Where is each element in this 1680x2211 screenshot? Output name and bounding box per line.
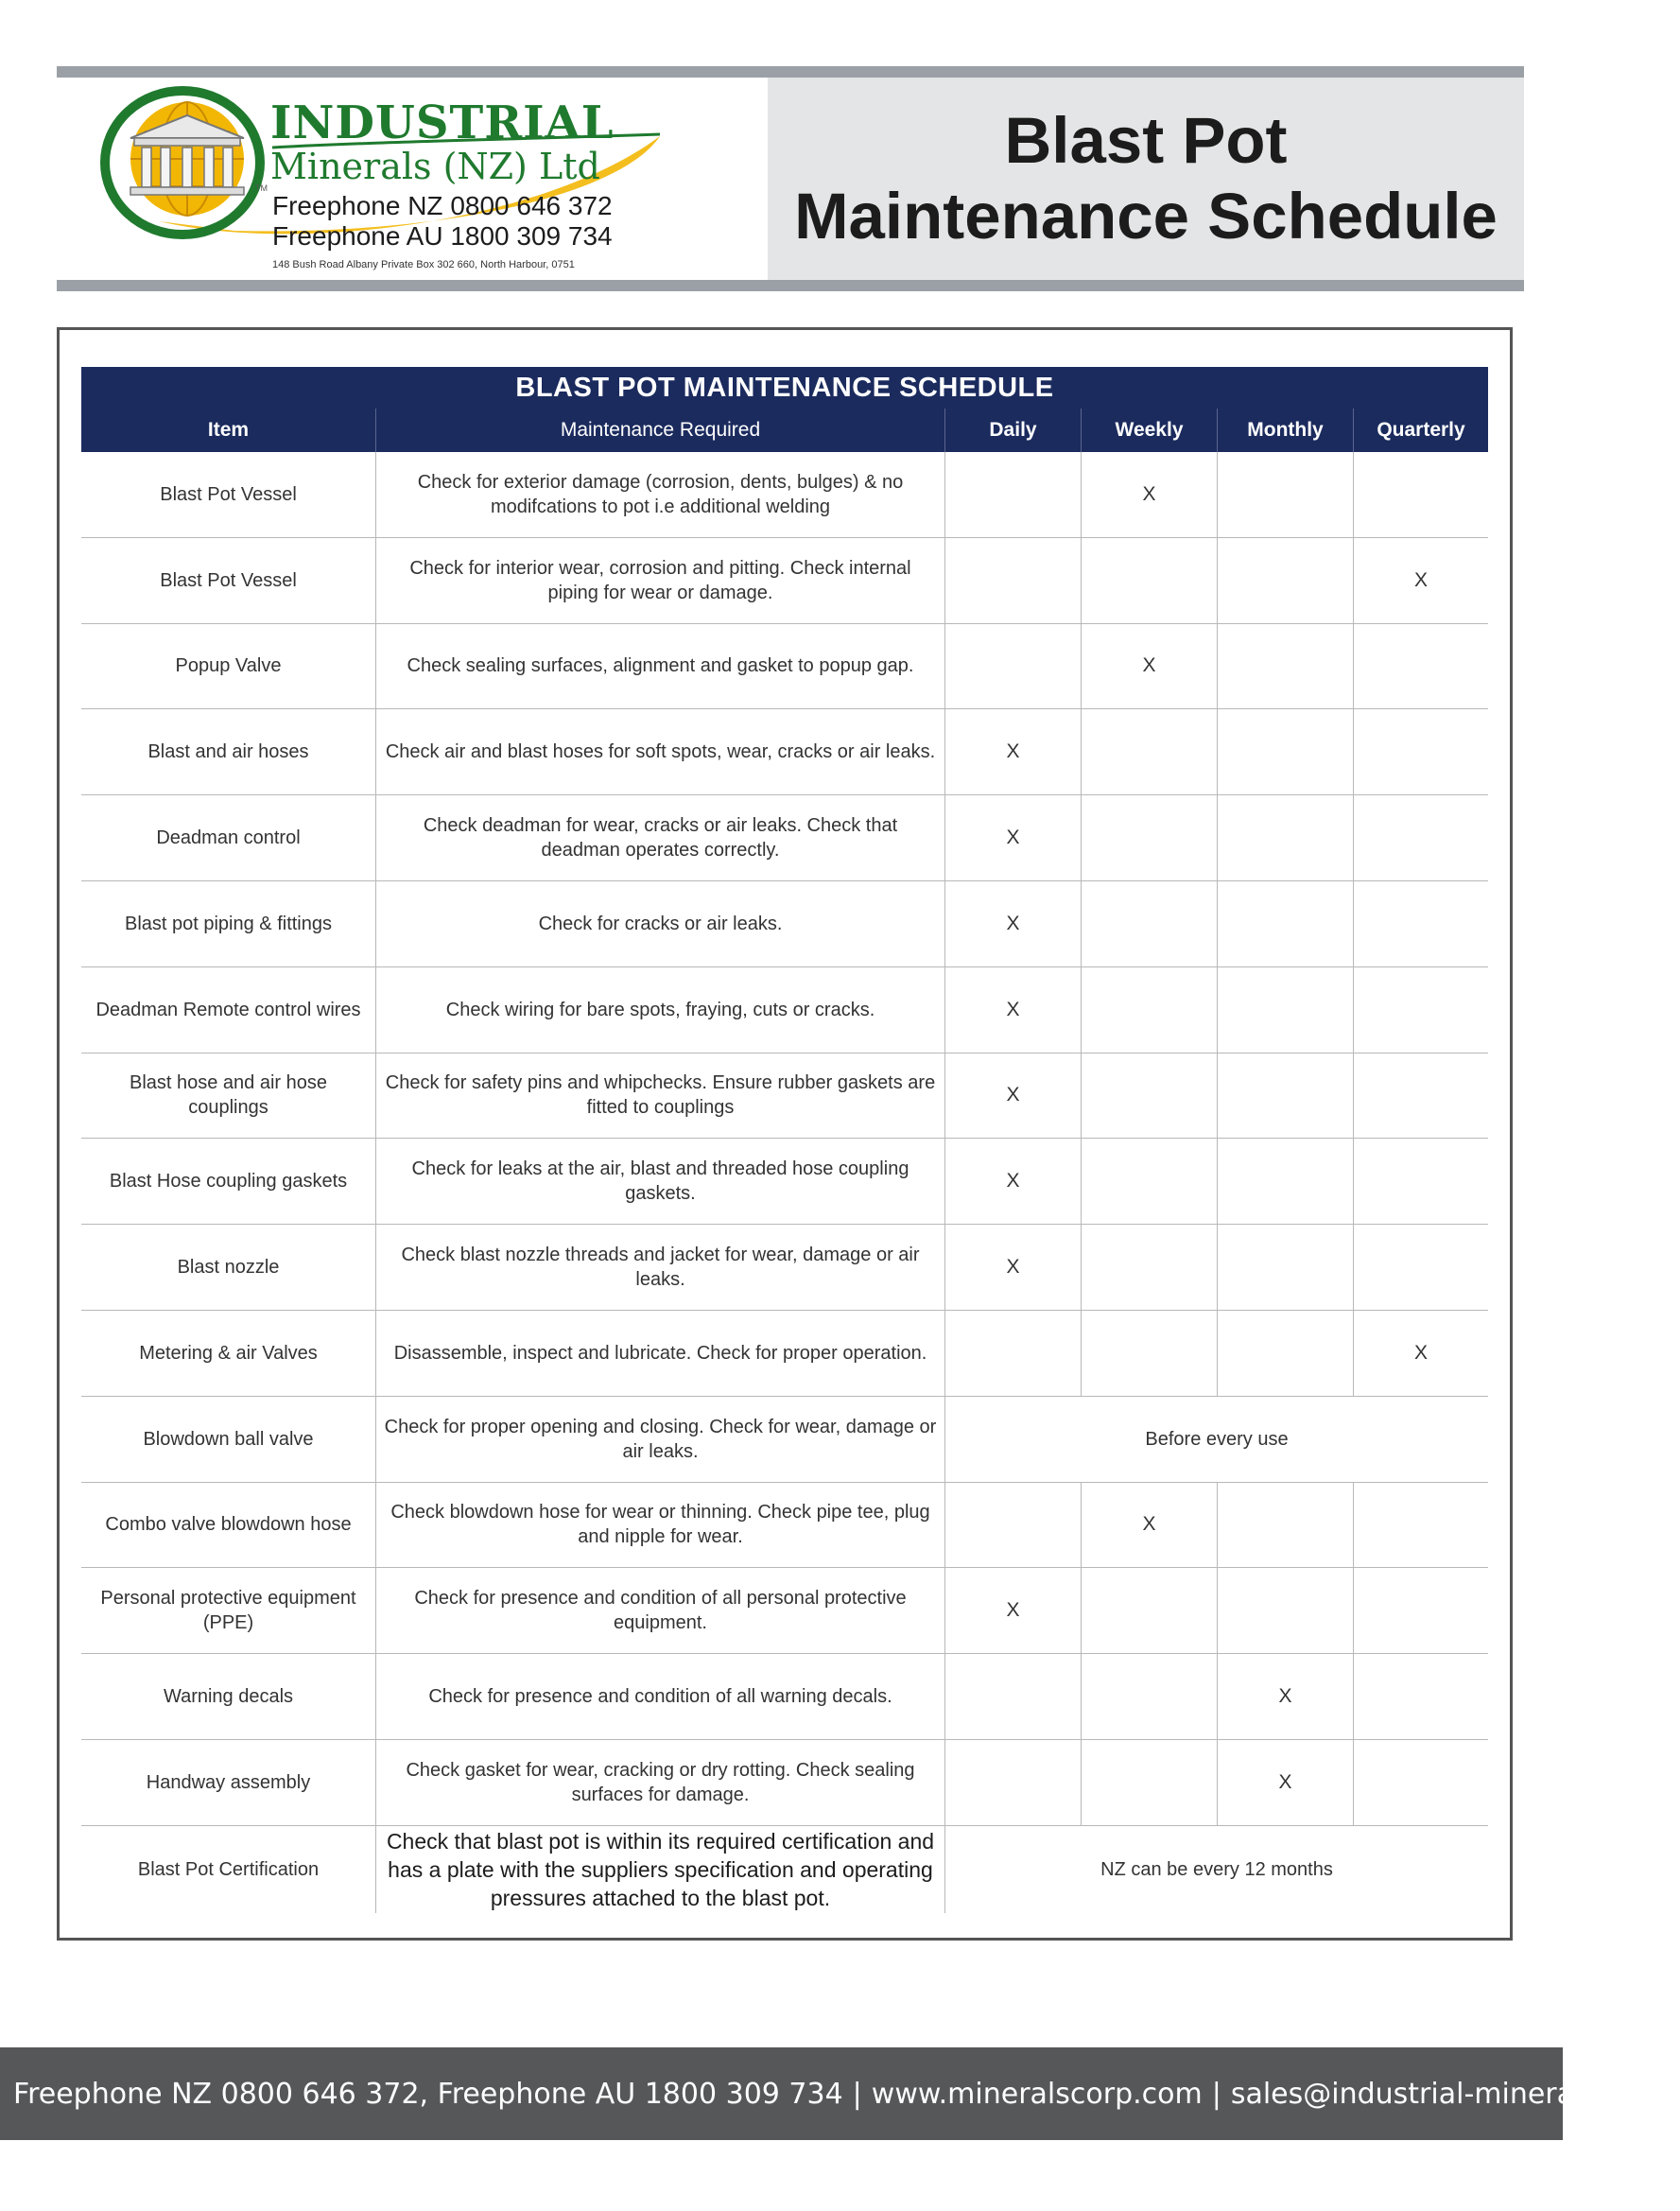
cell-daily	[944, 1311, 1081, 1396]
table-row	[81, 967, 1488, 1053]
table-row	[81, 538, 1488, 624]
cell-daily: X	[944, 1568, 1081, 1653]
cell-daily	[944, 624, 1081, 709]
cell-monthly	[1217, 967, 1353, 1053]
cell-weekly	[1081, 1139, 1217, 1224]
cell-monthly: X	[1217, 1740, 1353, 1825]
cell-maintenance: Check that blast pot is within its required certification and has a plate with the suppliers specification and operating pressures attached to the blast pot.	[375, 1826, 944, 1913]
cell-monthly	[1217, 1139, 1353, 1224]
cell-monthly	[1217, 795, 1353, 880]
footer-email-link[interactable]: sales@industrial-minerals.co.nz	[1230, 2077, 1680, 2111]
cell-maintenance: Check for presence and condition of all warning decals.	[375, 1654, 944, 1739]
cell-maintenance: Check for safety pins and whipchecks. Ensure rubber gaskets are fitted to couplings	[375, 1053, 944, 1139]
table-row	[81, 1568, 1488, 1654]
cell-maintenance: Check for interior wear, corrosion and pitting. Check internal piping for wear or damage.	[375, 538, 944, 623]
footer-website-link[interactable]: www.mineralscorp.com	[871, 2077, 1203, 2111]
cell-maintenance: Check air and blast hoses for soft spots, wear, cracks or air leaks.	[375, 709, 944, 794]
cell-item: Deadman Remote control wires	[95, 999, 361, 1020]
cell-quarterly	[1353, 1740, 1488, 1825]
table-row	[81, 709, 1488, 795]
document-title-line-1: Blast Pot	[1004, 104, 1288, 177]
cell-item: Blast Pot Vessel	[160, 483, 297, 505]
company-name-sub: Minerals (NZ) Ltd	[270, 146, 600, 187]
cell-monthly	[1217, 624, 1353, 709]
cell-weekly	[1081, 881, 1217, 966]
cell-weekly	[1081, 967, 1217, 1053]
cell-item: Deadman control	[156, 827, 301, 849]
col-header-quarterly: Quarterly	[1353, 409, 1488, 452]
cell-daily: X	[944, 795, 1081, 880]
cell-maintenance: Check for proper opening and closing. Check for wear, damage or air leaks.	[375, 1397, 944, 1482]
header-top-bar	[57, 66, 1524, 78]
cell-monthly	[1217, 1568, 1353, 1653]
document-title-line-2: Maintenance Schedule	[794, 180, 1498, 252]
cell-monthly	[1217, 1483, 1353, 1568]
cell-daily: X	[944, 881, 1081, 966]
cell-daily: X	[944, 1225, 1081, 1310]
trademark-mark: TM	[255, 183, 268, 193]
table-row	[81, 1826, 1488, 1913]
cell-weekly: X	[1081, 624, 1217, 709]
cell-maintenance: Check for exterior damage (corrosion, dents, bulges) & no modifcations to pot i.e additional welding	[375, 452, 944, 537]
cell-maintenance: Check wiring for bare spots, fraying, cuts or cracks.	[375, 967, 944, 1053]
cell-weekly	[1081, 709, 1217, 794]
cell-item: Blast hose and air hose couplings	[129, 1072, 328, 1119]
cell-item: Popup Valve	[175, 655, 282, 677]
col-header-item: Item	[207, 419, 250, 441]
footer-separator: |	[852, 2077, 862, 2111]
cell-quarterly	[1353, 1139, 1488, 1224]
col-header-weekly: Weekly	[1081, 409, 1217, 452]
cell-quarterly	[1353, 967, 1488, 1053]
table-row	[81, 1740, 1488, 1826]
cell-quarterly	[1353, 795, 1488, 880]
cell-weekly	[1081, 795, 1217, 880]
cell-frequency-span: NZ can be every 12 months	[944, 1826, 1488, 1913]
header-phone-nz: Freephone NZ 0800 646 372	[272, 191, 613, 220]
header-title-panel	[768, 78, 1524, 280]
cell-weekly: X	[1081, 1483, 1217, 1568]
cell-maintenance: Check blast nozzle threads and jacket for wear, damage or air leaks.	[375, 1225, 944, 1310]
footer-separator: |	[1211, 2077, 1221, 2111]
cell-weekly	[1081, 1225, 1217, 1310]
cell-quarterly	[1353, 1568, 1488, 1653]
cell-item: Combo valve blowdown hose	[105, 1514, 352, 1536]
header-address: 148 Bush Road Albany Private Box 302 660, North Harbour, 0751	[272, 259, 575, 270]
cell-monthly	[1217, 881, 1353, 966]
cell-maintenance: Check sealing surfaces, alignment and gasket to popup gap.	[375, 624, 944, 709]
cell-weekly	[1081, 1311, 1217, 1396]
table-row	[81, 1311, 1488, 1397]
cell-quarterly	[1353, 624, 1488, 709]
cell-daily	[944, 1654, 1081, 1739]
cell-weekly	[1081, 1568, 1217, 1653]
cell-quarterly	[1353, 1053, 1488, 1139]
cell-monthly	[1217, 709, 1353, 794]
cell-daily	[944, 452, 1081, 537]
cell-daily	[944, 538, 1081, 623]
cell-monthly	[1217, 452, 1353, 537]
table-row	[81, 1654, 1488, 1740]
cell-maintenance: Check deadman for wear, cracks or air leaks. Check that deadman operates correctly.	[375, 795, 944, 880]
cell-monthly	[1217, 1225, 1353, 1310]
cell-weekly	[1081, 1053, 1217, 1139]
table-row	[81, 795, 1488, 881]
cell-weekly: X	[1081, 452, 1217, 537]
cell-quarterly: X	[1353, 1311, 1488, 1396]
cell-item: Blast and air hoses	[147, 741, 309, 763]
cell-item: Personal protective equipment (PPE)	[100, 1588, 356, 1634]
header-logo-panel	[57, 78, 768, 280]
table-row	[81, 1225, 1488, 1311]
table-header-row	[81, 409, 1488, 452]
cell-maintenance: Check blowdown hose for wear or thinning. Check pipe tee, plug and nipple for wear.	[375, 1483, 944, 1568]
cell-item: Blowdown ball valve	[143, 1428, 314, 1450]
cell-item: Blast nozzle	[177, 1257, 280, 1279]
col-header-maintenance: Maintenance Required	[375, 409, 944, 452]
table-row	[81, 1053, 1488, 1140]
cell-weekly	[1081, 1740, 1217, 1825]
cell-quarterly	[1353, 1483, 1488, 1568]
footer-phones: Freephone NZ 0800 646 372, Freephone AU 1800 309 734	[13, 2077, 843, 2111]
cell-item: Blast Hose coupling gaskets	[109, 1171, 348, 1193]
cell-maintenance: Check gasket for wear, cracking or dry rotting. Check sealing surfaces for damage.	[375, 1740, 944, 1825]
cell-daily: X	[944, 1053, 1081, 1139]
cell-quarterly	[1353, 1225, 1488, 1310]
cell-monthly	[1217, 538, 1353, 623]
cell-daily: X	[944, 709, 1081, 794]
cell-monthly	[1217, 1053, 1353, 1139]
cell-item: Blast pot piping & fittings	[124, 913, 332, 934]
table-row	[81, 1397, 1488, 1483]
cell-quarterly	[1353, 881, 1488, 966]
table-row	[81, 624, 1488, 710]
table-row	[81, 1483, 1488, 1569]
cell-item: Handway assembly	[146, 1771, 311, 1793]
cell-daily: X	[944, 1139, 1081, 1224]
table-row	[81, 881, 1488, 967]
cell-frequency-span: Before every use	[944, 1397, 1488, 1482]
col-header-daily: Daily	[944, 409, 1081, 452]
cell-daily: X	[944, 967, 1081, 1053]
table-title: BLAST POT MAINTENANCE SCHEDULE	[81, 367, 1488, 409]
cell-weekly	[1081, 538, 1217, 623]
cell-weekly	[1081, 1654, 1217, 1739]
header-phone-au: Freephone AU 1800 309 734	[272, 221, 613, 251]
cell-item: Blast Pot Vessel	[160, 569, 297, 591]
col-header-monthly: Monthly	[1217, 409, 1353, 452]
cell-quarterly: X	[1353, 538, 1488, 623]
cell-maintenance: Check for presence and condition of all personal protective equipment.	[375, 1568, 944, 1653]
table-row	[81, 452, 1488, 538]
cell-quarterly	[1353, 709, 1488, 794]
cell-item: Blast Pot Certification	[137, 1858, 320, 1880]
cell-quarterly	[1353, 452, 1488, 537]
header-bottom-bar	[57, 280, 1524, 291]
maintenance-table	[81, 367, 1488, 1913]
cell-quarterly	[1353, 1654, 1488, 1739]
cell-maintenance: Disassemble, inspect and lubricate. Check for proper operation.	[375, 1311, 944, 1396]
cell-monthly	[1217, 1311, 1353, 1396]
cell-item: Warning decals	[163, 1686, 294, 1708]
company-name: INDUSTRIAL	[270, 96, 615, 149]
cell-daily	[944, 1483, 1081, 1568]
table-row	[81, 1139, 1488, 1225]
cell-daily	[944, 1740, 1081, 1825]
footer-bar	[0, 2047, 1680, 2140]
cell-monthly: X	[1217, 1654, 1353, 1739]
cell-item: Metering & air Valves	[139, 1342, 318, 1364]
cell-maintenance: Check for leaks at the air, blast and threaded hose coupling gaskets.	[375, 1139, 944, 1224]
cell-maintenance: Check for cracks or air leaks.	[375, 881, 944, 966]
